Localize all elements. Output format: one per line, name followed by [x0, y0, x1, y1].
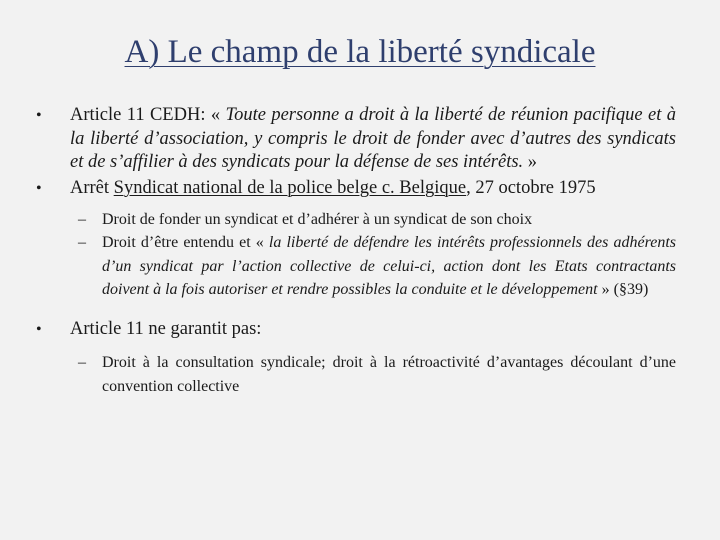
slide-content: [36, 104, 676, 398]
dash-marker: –: [78, 354, 86, 372]
subitem-suffix: » (§39): [597, 281, 649, 299]
bullet-marker: •: [36, 179, 42, 197]
subitem-droit-fonder: [36, 208, 676, 231]
bullet-article-11-cedh: [36, 104, 676, 175]
subitem-prefix: Droit d’être entendu et «: [102, 234, 269, 252]
bullet-text: Article 11 ne garantit pas:: [70, 318, 262, 339]
bullet-suffix: , 27 octobre 1975: [466, 177, 596, 198]
slide-title: A) Le champ de la liberté syndicale: [124, 34, 596, 70]
bullet-marker: •: [36, 320, 42, 338]
case-name: Syndicat national de la police belge c. Belgique: [113, 177, 467, 198]
subitem-text: Droit à la consultation syndicale; droit à la rétroactivité d’avantages découlant d’une convention collective: [102, 354, 676, 395]
subitem-quote: la liberté de défendre les intérêts professionnels des adhérents d’un syndicat par l’action collective de celui-ci, action dont les Etats contractants doivent à la fois autoriser et rendre possibles la conduite et le développement: [102, 234, 676, 299]
dash-marker: –: [78, 234, 86, 252]
subitem-text: Droit de fonder un syndicat et d’adhérer à un syndicat de son choix: [102, 211, 533, 228]
bullet-suffix: »: [523, 152, 538, 172]
bullet-arret: [36, 177, 676, 201]
subitem-consultation: [36, 351, 676, 398]
bullet-prefix: Article 11 CEDH: «: [70, 105, 226, 125]
bullet-prefix: Arrêt: [70, 177, 114, 198]
bullet-marker: •: [36, 107, 42, 124]
article-11-quote: Toute personne a droit à la liberté de réunion pacifique et à la liberté d’association, y compris le droit de fonder avec d’autres des syndicats et de s’affilier à des syndicats pour la défense de ses intérêts.: [70, 105, 676, 172]
subitem-droit-entendu: [36, 231, 676, 301]
bullet-ne-garantit-pas: [36, 318, 676, 342]
dash-marker: –: [78, 211, 86, 228]
